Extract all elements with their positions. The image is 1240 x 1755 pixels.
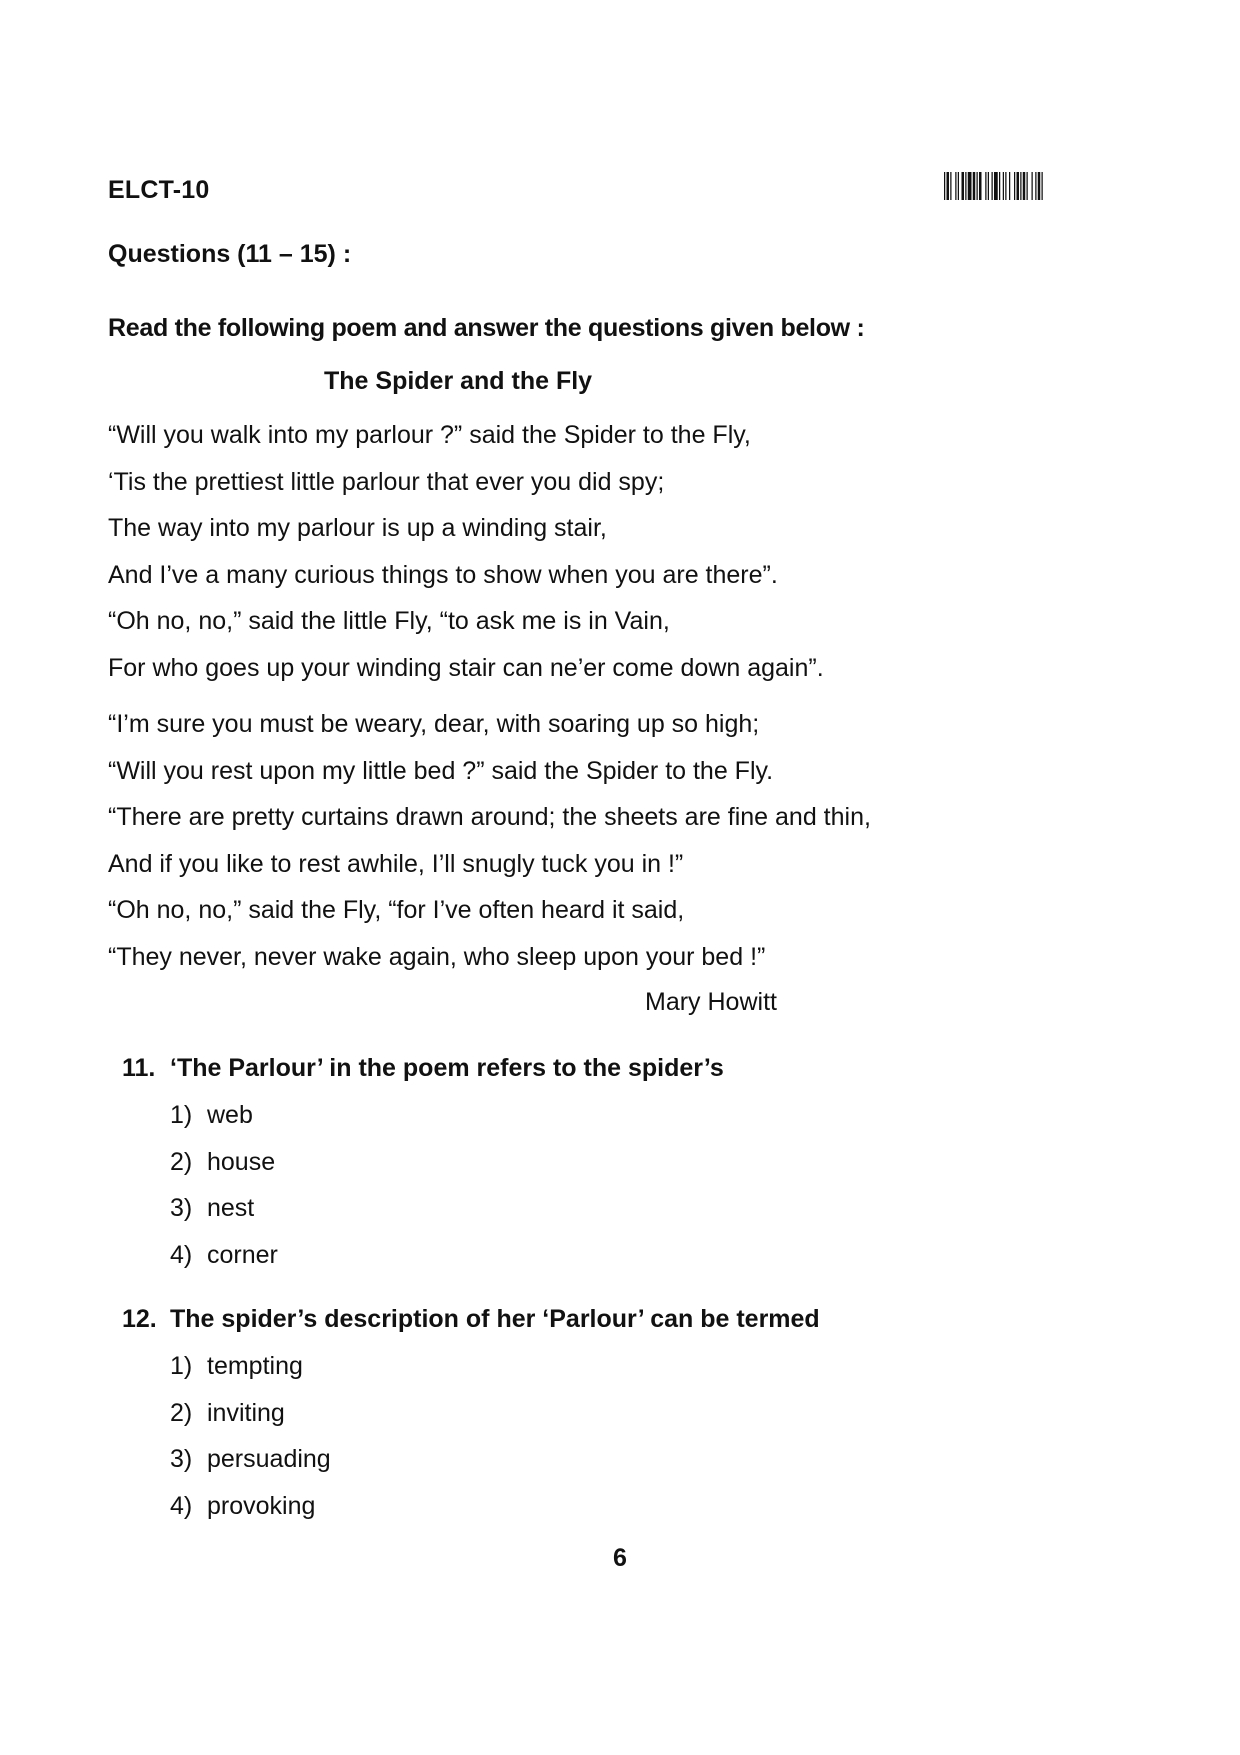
- option-number: 4): [170, 1491, 193, 1520]
- poem-line: For who goes up your winding stair can ne’er come down again”.: [108, 653, 824, 682]
- poem-line: And I’ve a many curious things to show when you are there”.: [108, 560, 778, 589]
- option-item: [170, 1491, 331, 1538]
- question-text: ‘The Parlour’ in the poem refers to the spider’s: [170, 1054, 724, 1082]
- option-item: [170, 1147, 278, 1194]
- question-text: The spider’s description of her ‘Parlour’ can be termed: [170, 1305, 820, 1333]
- poem-line: ‘Tis the prettiest little parlour that ever you did spy;: [108, 467, 665, 496]
- poem-stanza-2: [108, 709, 871, 988]
- question-number: 11.: [122, 1054, 156, 1082]
- poem-line: “Oh no, no,” said the Fly, “for I’ve often heard it said,: [108, 896, 685, 924]
- option-text: inviting: [207, 1398, 285, 1427]
- option-item: [170, 1351, 331, 1398]
- page-number: 6: [613, 1544, 627, 1572]
- option-text: web: [207, 1101, 253, 1129]
- question-12-options: [170, 1351, 331, 1537]
- poem-line: “I’m sure you must be weary, dear, with soaring up so high;: [108, 710, 760, 738]
- question-12: [122, 1305, 820, 1334]
- option-text: corner: [207, 1240, 278, 1269]
- option-number: 4): [170, 1240, 193, 1269]
- question-11-options: [170, 1100, 278, 1286]
- poem-title: The Spider and the Fly: [324, 367, 593, 395]
- poem-line: The way into my parlour is up a winding stair,: [108, 514, 607, 542]
- option-text: house: [207, 1147, 276, 1176]
- poem-line: “Will you rest upon my little bed ?” said the Spider to the Fly.: [108, 756, 774, 785]
- poem-author: Mary Howitt: [645, 988, 777, 1016]
- poem-line: “Will you walk into my parlour ?” said the Spider to the Fly,: [108, 421, 751, 449]
- section-heading: Questions (11 – 15) :: [108, 240, 352, 268]
- poem-line: “They never, never wake again, who sleep upon your bed !”: [108, 942, 766, 971]
- option-number: 2): [170, 1147, 193, 1176]
- option-item: [170, 1193, 278, 1240]
- poem-stanza-1: [108, 420, 824, 699]
- option-text: tempting: [207, 1352, 303, 1380]
- poem-line: “There are pretty curtains drawn around; the sheets are fine and thin,: [108, 803, 871, 831]
- option-text: persuading: [207, 1445, 331, 1473]
- option-item: [170, 1240, 278, 1287]
- option-item: [170, 1100, 278, 1147]
- poem-line: “Oh no, no,” said the little Fly, “to ask me is in Vain,: [108, 607, 670, 635]
- option-number: 1): [170, 1352, 193, 1380]
- option-number: 3): [170, 1194, 193, 1222]
- option-item: [170, 1398, 331, 1445]
- option-number: 1): [170, 1101, 193, 1129]
- option-text: nest: [207, 1194, 255, 1222]
- option-text: provoking: [207, 1491, 316, 1520]
- question-11: [122, 1054, 724, 1083]
- paper-code: ELCT-10: [108, 176, 210, 204]
- option-item: [170, 1444, 331, 1491]
- option-number: 2): [170, 1398, 193, 1427]
- barcode-icon: [944, 172, 1134, 200]
- poem-line: And if you like to rest awhile, I’ll snugly tuck you in !”: [108, 849, 684, 878]
- question-number: 12.: [122, 1305, 157, 1333]
- instruction-text: Read the following poem and answer the questions given below :: [108, 314, 865, 342]
- option-number: 3): [170, 1445, 193, 1473]
